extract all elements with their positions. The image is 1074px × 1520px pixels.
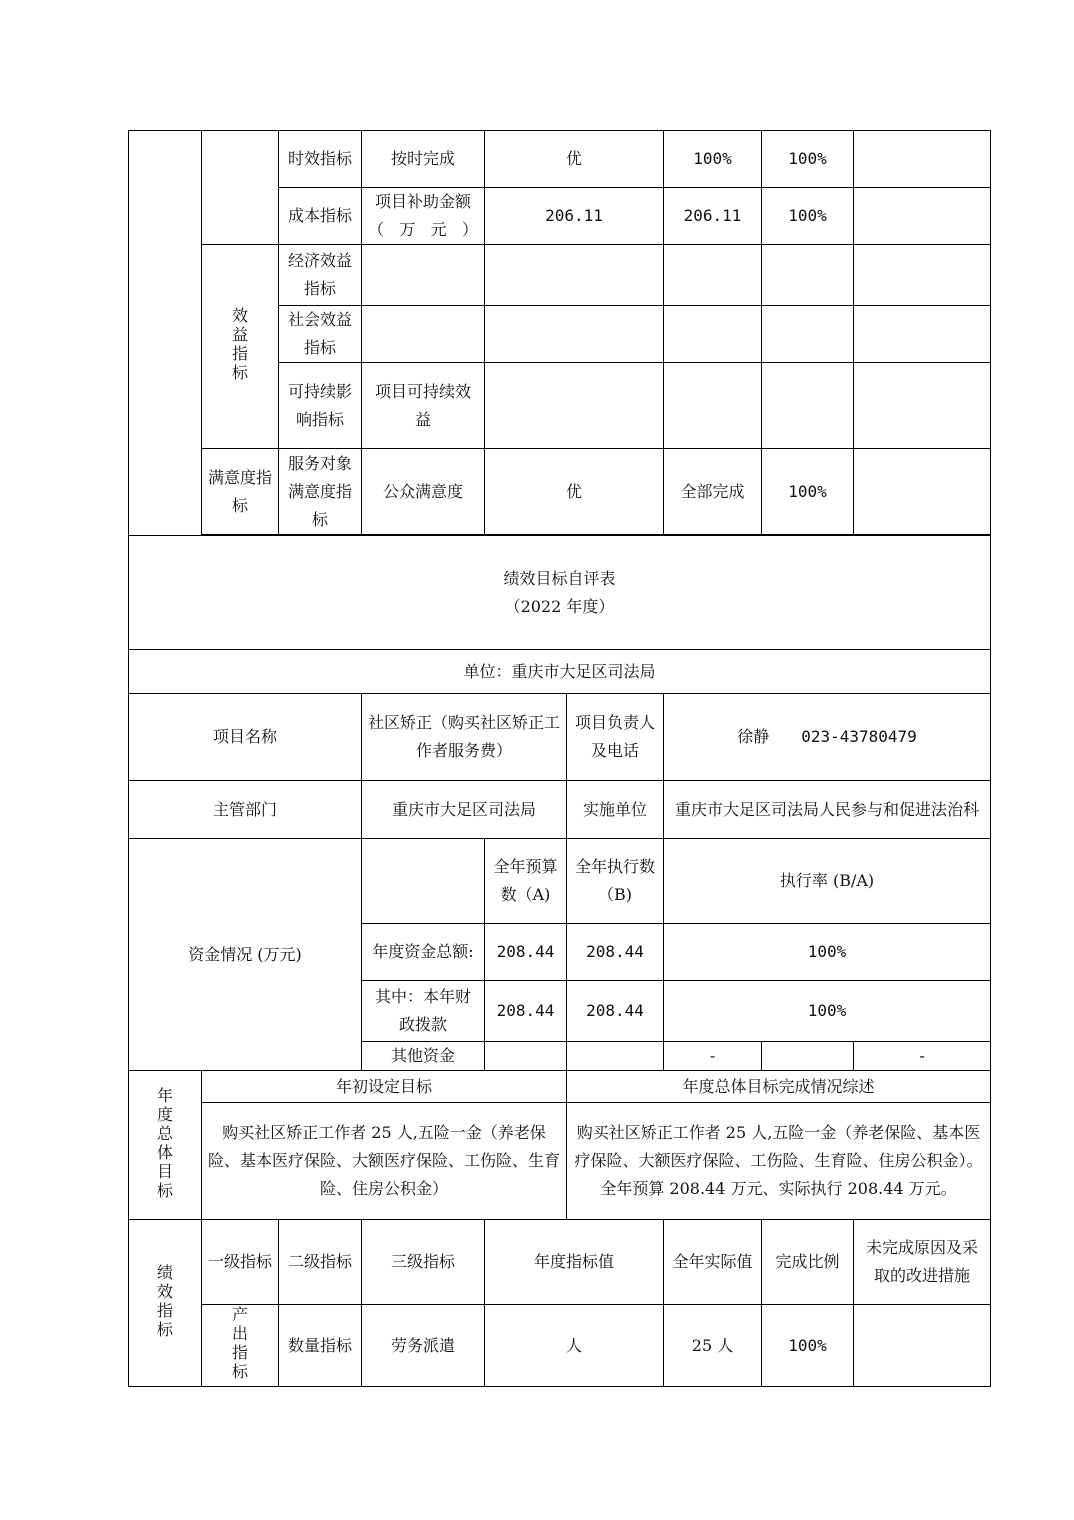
header-actual: 全年实际值 xyxy=(664,1220,762,1305)
annual-goal-label: 年度总体目标 xyxy=(129,1071,202,1220)
cont-l2-cost: 成本指标 xyxy=(279,188,362,245)
cont-level0-blank xyxy=(129,131,202,536)
funds-col-b: 全年执行数（B) xyxy=(567,839,664,924)
funds-col-a: 全年预算数（A) xyxy=(485,839,567,924)
funds-fiscal-a: 208.44 xyxy=(485,981,567,1042)
form-title-cell xyxy=(129,536,991,650)
funds-other-label: 其他资金 xyxy=(362,1042,485,1071)
summary-header: 年度总体目标完成情况综述 xyxy=(567,1071,991,1103)
benefit-indicator-label: 效益指标 xyxy=(202,245,279,449)
benefit-l2-sustain: 可持续影响指标 xyxy=(279,363,362,449)
funds-col-rate: 执行率 (B/A) xyxy=(664,839,991,924)
funds-other-c2 xyxy=(762,1042,854,1071)
satisfaction-target: 优 xyxy=(485,449,664,535)
header-ratio: 完成比例 xyxy=(762,1220,854,1305)
funds-other-c1: - xyxy=(664,1042,762,1071)
unit-line: 单位：重庆市大足区司法局 xyxy=(129,650,991,694)
header-target: 年度指标值 xyxy=(485,1220,664,1305)
benefit-l2-social: 社会效益指标 xyxy=(279,306,362,363)
header-level1: 一级指标 xyxy=(202,1220,279,1305)
funds-total-b: 208.44 xyxy=(567,924,664,981)
impl-value: 重庆市大足区司法局人民参与和促进法治科 xyxy=(664,781,991,839)
benefit-l3-economic xyxy=(362,245,485,306)
funds-total-rate: 100% xyxy=(664,924,991,981)
header-level2: 二级指标 xyxy=(279,1220,362,1305)
cont-target-time: 优 xyxy=(485,131,664,188)
satisfaction-actual: 全部完成 xyxy=(664,449,762,535)
satisfaction-l1: 满意度指标 xyxy=(202,449,279,535)
funds-other-a xyxy=(485,1042,567,1071)
funds-other-b xyxy=(567,1042,664,1071)
funds-total-label: 年度资金总额: xyxy=(362,924,485,981)
cont-reason-time xyxy=(854,131,991,188)
funds-label: 资金情况 (万元) xyxy=(129,839,362,1071)
satisfaction-l2: 服务对象满意度指标 xyxy=(279,449,362,535)
funds-fiscal-rate: 100% xyxy=(664,981,991,1042)
cont-actual-cost: 206.11 xyxy=(664,188,762,245)
row-l2-quantity: 数量指标 xyxy=(279,1305,362,1387)
row-l3-labor: 劳务派遣 xyxy=(362,1305,485,1387)
cont-level1-blank xyxy=(202,131,279,245)
funds-other-c3: - xyxy=(854,1042,991,1071)
row-actual: 25 人 xyxy=(664,1305,762,1387)
benefit-l3-sustain: 项目可持续效益 xyxy=(362,363,485,449)
benefit-l2-economic: 经济效益指标 xyxy=(279,245,362,306)
project-name: 社区矫正（购买社区矫正工作者服务费） xyxy=(362,694,567,781)
cont-ratio-time: 100% xyxy=(762,131,854,188)
dept-label: 主管部门 xyxy=(129,781,362,839)
performance-table xyxy=(128,130,991,1387)
satisfaction-reason xyxy=(854,449,991,535)
project-name-label: 项目名称 xyxy=(129,694,362,781)
page-title: 绩效目标自评表 xyxy=(503,568,616,588)
satisfaction-ratio: 100% xyxy=(762,449,854,535)
funds-fiscal-label: 其中：本年财政拨款 xyxy=(362,981,485,1042)
funds-total-a: 208.44 xyxy=(485,924,567,981)
cont-l3-time: 按时完成 xyxy=(362,131,485,188)
row-ratio: 100% xyxy=(762,1305,854,1387)
dept-value: 重庆市大足区司法局 xyxy=(362,781,567,839)
cont-reason-cost xyxy=(854,188,991,245)
init-goal-header: 年初设定目标 xyxy=(202,1071,567,1103)
owner-contact: 徐静 023-43780479 xyxy=(664,694,991,781)
owner-label: 项目负责人及电话 xyxy=(567,694,664,781)
cont-target-cost: 206.11 xyxy=(485,188,664,245)
funds-fiscal-b: 208.44 xyxy=(567,981,664,1042)
page-year: （2022 年度） xyxy=(504,596,615,616)
cont-l2-time: 时效指标 xyxy=(279,131,362,188)
row-target: 人 xyxy=(485,1305,664,1387)
init-goal-text: 购买社区矫正工作者 25 人,五险一金（养老保险、基本医疗保险、大额医疗保险、工伤险、生育险、住房公积金） xyxy=(202,1103,567,1220)
satisfaction-l3: 公众满意度 xyxy=(362,449,485,535)
cont-ratio-cost: 100% xyxy=(762,188,854,245)
header-reason: 未完成原因及采取的改进措施 xyxy=(854,1220,991,1305)
row-reason xyxy=(854,1305,991,1387)
impl-label: 实施单位 xyxy=(567,781,664,839)
output-indicator-label: 产出指标 xyxy=(202,1305,279,1387)
summary-text: 购买社区矫正工作者 25 人,五险一金（养老保险、基本医疗保险、大额医疗保险、工伤险、生育险、住房公积金）。全年预算 208.44 万元、实际执行 208.44 万元。 xyxy=(567,1103,991,1220)
header-level3: 三级指标 xyxy=(362,1220,485,1305)
benefit-l3-social xyxy=(362,306,485,363)
perf-indicator-label: 绩效指标 xyxy=(129,1220,202,1387)
cont-l3-cost: 项目补助金额（万元） xyxy=(362,188,485,245)
cont-actual-time: 100% xyxy=(664,131,762,188)
